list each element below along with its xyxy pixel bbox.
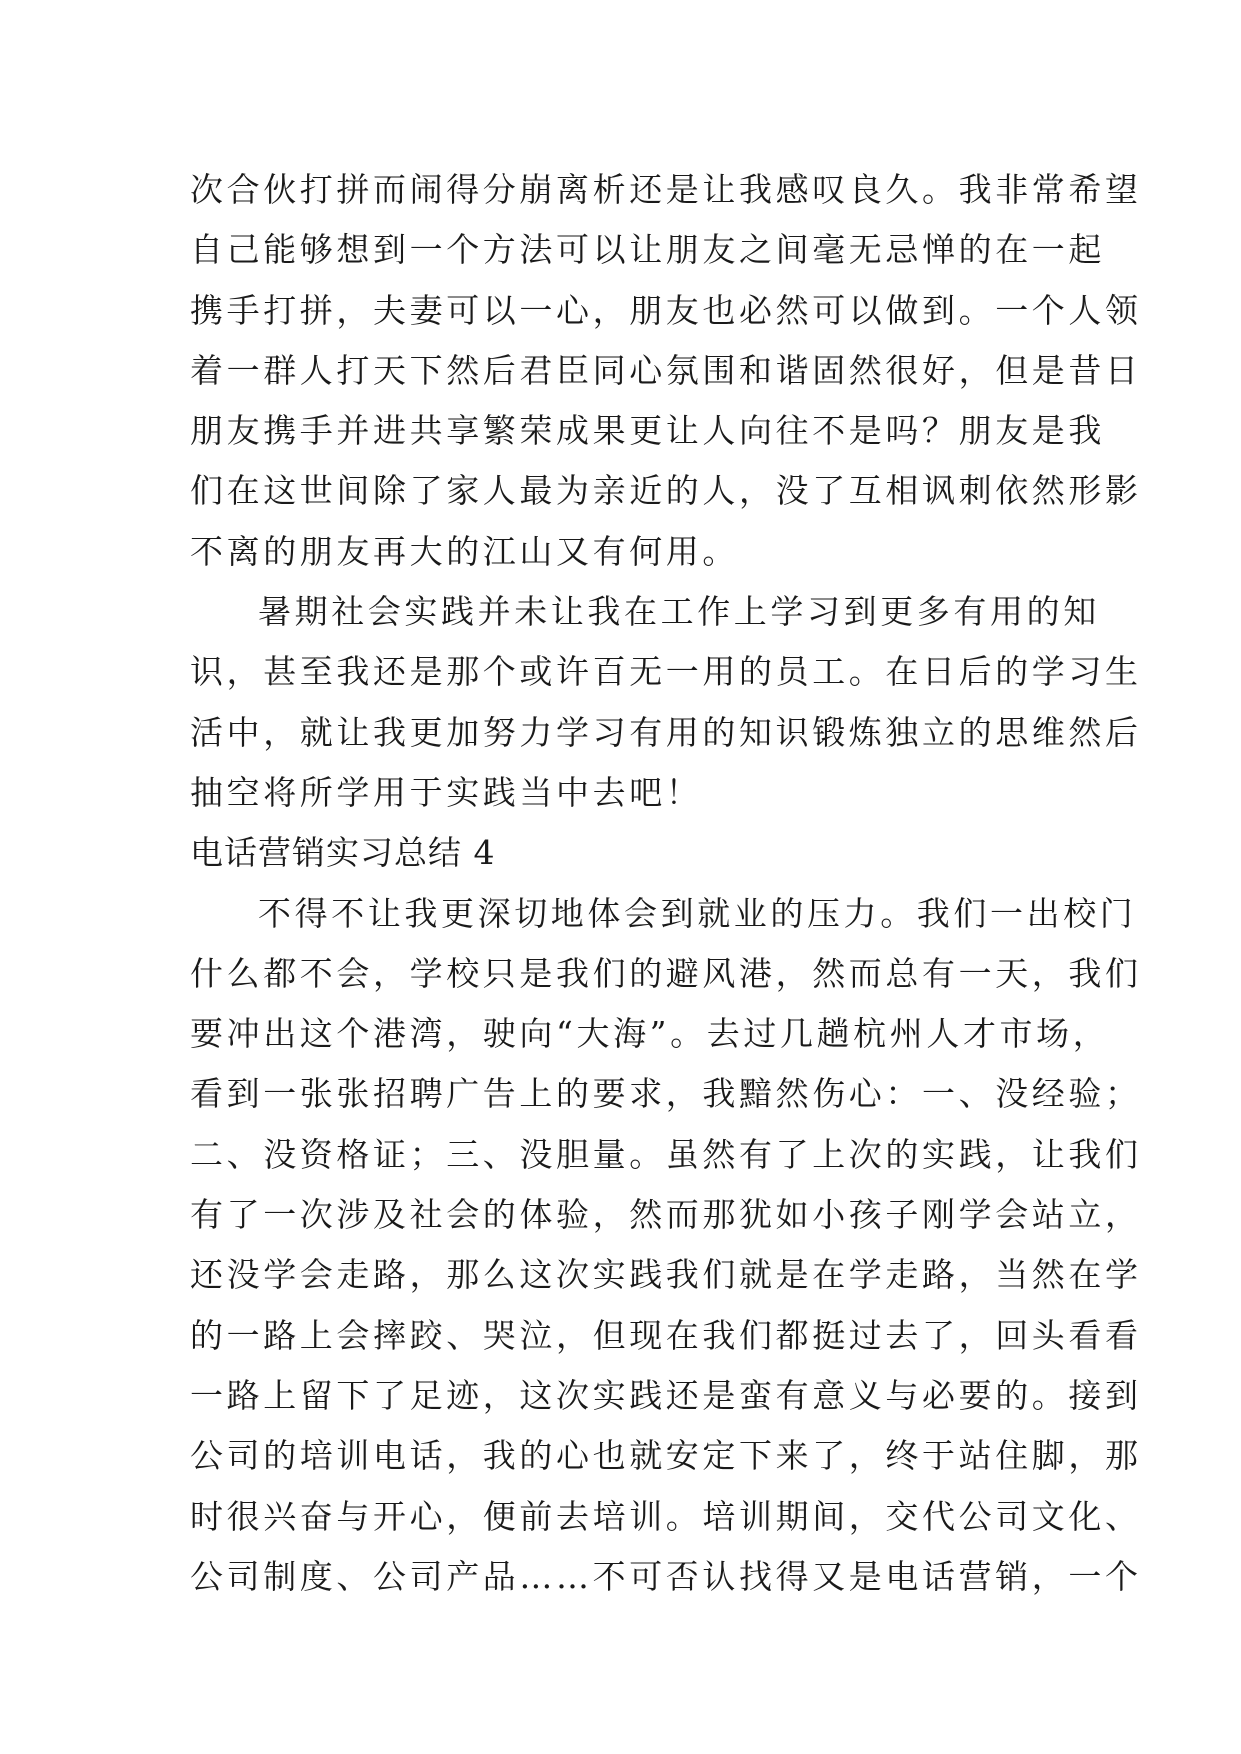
text-line: 公司制度、公司产品……不可否认找得又是电话营销，一个	[190, 1556, 1142, 1596]
text-line: 有了一次涉及社会的体验，然而那犹如小孩子刚学会站立，	[190, 1195, 1142, 1235]
text-line: 自己能够想到一个方法可以让朋友之间毫无忌惮的在一起	[190, 230, 1105, 270]
text-line: 携手打拼，夫妻可以一心，朋友也必然可以做到。一个人领	[190, 290, 1142, 330]
text-line: 公司的培训电话，我的心也就安定下来了，终于站住脚，那	[190, 1436, 1142, 1476]
text-line: 时很兴奋与开心，便前去培训。培训期间，交代公司文化、	[190, 1496, 1142, 1536]
section-heading: 电话营销实习总结 4	[190, 833, 496, 873]
text-line: 要冲出这个港湾，驶向“大海”。去过几趟杭州人才市场，	[190, 1014, 1110, 1054]
document-body	[190, 160, 1142, 1607]
text-line: 识，甚至我还是那个或许百无一用的员工。在日后的学习生	[190, 652, 1142, 692]
text-line: 什么都不会，学校只是我们的避风港，然而总有一天，我们	[190, 953, 1142, 993]
text-line: 活中，就让我更加努力学习有用的知识锻炼独立的思维然后	[190, 712, 1142, 752]
text-line: 朋友携手并进共享繁荣成果更让人向往不是吗？朋友是我	[190, 411, 1105, 451]
text-line: 们在这世间除了家人最为亲近的人，没了互相讽刺依然形影	[190, 471, 1142, 511]
text-line: 次合伙打拼而闹得分崩离析还是让我感叹良久。我非常希望	[190, 170, 1142, 209]
text-line: 二、没资格证；三、没胆量。虽然有了上次的实践，让我们	[190, 1134, 1142, 1174]
text-line: 的一路上会摔跤、哭泣，但现在我们都挺过去了，回头看看	[190, 1315, 1142, 1355]
text-line: 不离的朋友再大的江山又有何用。	[190, 531, 739, 571]
text-line: 抽空将所学用于实践当中去吧！	[190, 772, 703, 812]
text-line: 一路上留下了足迹，这次实践还是蛮有意义与必要的。接到	[190, 1375, 1142, 1415]
text-line: 着一群人打天下然后君臣同心氛围和谐固然很好，但是昔日	[190, 350, 1142, 390]
text-line: 看到一张张招聘广告上的要求，我黯然伤心：一、没经验；	[190, 1074, 1142, 1114]
paragraph-start-line: 不得不让我更深切地体会到就业的压力。我们一出校门	[258, 893, 1137, 933]
paragraph-start-line: 暑期社会实践并未让我在工作上学习到更多有用的知	[258, 592, 1100, 632]
text-line: 还没学会走路，那么这次实践我们就是在学走路，当然在学	[190, 1255, 1142, 1295]
